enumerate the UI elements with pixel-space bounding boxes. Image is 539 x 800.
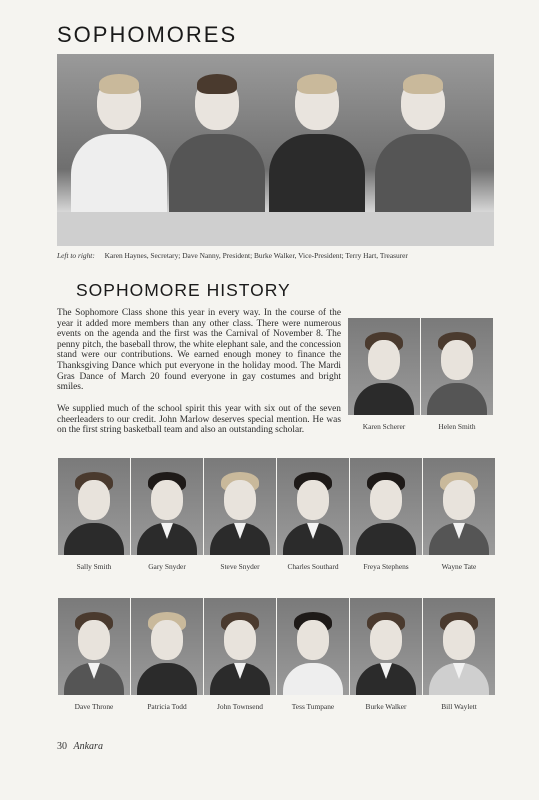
portrait-name: Sally Smith [76, 562, 112, 571]
officer-figure [269, 78, 365, 218]
officer-figure [375, 78, 471, 218]
table-surface [57, 212, 494, 246]
portrait-name: Wayne Tate [441, 562, 477, 571]
student-portrait [204, 598, 276, 711]
student-portrait [131, 598, 203, 711]
student-portrait [277, 458, 349, 571]
page-footer [57, 741, 103, 752]
student-portrait [131, 458, 203, 571]
portrait-name: Patricia Todd [147, 702, 187, 711]
officers-group-photo [57, 54, 494, 246]
student-portrait [350, 458, 422, 571]
student-portrait [58, 458, 130, 571]
history-paragraph: We supplied much of the school spirit this year with six out of the seven cheerleaders to our credit. John Marlow deserves special mention. He was on the first string basketball team and also an outstanding scholar. [57, 404, 341, 436]
student-portrait [277, 598, 349, 711]
officer-figure [71, 78, 167, 218]
student-portrait [423, 598, 495, 711]
student-portrait [423, 458, 495, 571]
group-photo-caption [57, 251, 527, 260]
portrait-name: Bill Waylett [441, 702, 477, 711]
portrait-name: Dave Throne [74, 702, 114, 711]
student-portrait [204, 458, 276, 571]
portrait-name: Steve Snyder [220, 562, 260, 571]
caption-names: Karen Haynes, Secretary; Dave Nanny, President; Burke Walker, Vice-President; Terry Hart, Treasurer [104, 251, 408, 260]
page-title: SOPHOMORES [57, 22, 238, 47]
portrait-name: Karen Scherer [362, 422, 406, 431]
student-portrait [350, 598, 422, 711]
portrait-name: Helen Smith [438, 422, 476, 431]
portrait-name: Charles Southard [287, 562, 339, 571]
portrait-name: Freya Stephens [363, 562, 409, 571]
student-portrait [348, 318, 420, 431]
caption-lead: Left to right: [57, 251, 95, 260]
publication-name: Ankara [73, 741, 103, 752]
student-portrait [421, 318, 493, 431]
history-title: SOPHOMORE HISTORY [76, 280, 291, 300]
portrait-name: John Townsend [217, 702, 263, 711]
officer-figure [169, 78, 265, 218]
history-paragraph: The Sophomore Class shone this year in every way. In the course of the year it added more members than any other class. There were numerous events on the agenda and the first was the Carnival of November 8. The penny pitch, the baseball throw, the white elephant sale, and the concession stand were our contributions. We earned enough money to finance the Thanksgiving Dance which put everyone in the holiday mood. The Mardi Gras Dance of March 20 found everyone in gay costumes and bright smiles. [57, 308, 341, 393]
page-number: 30 [57, 741, 67, 752]
portrait-name: Gary Snyder [148, 562, 186, 571]
portrait-name: Burke Walker [365, 702, 407, 711]
portrait-name: Tess Tumpane [291, 702, 335, 711]
student-portrait [58, 598, 130, 711]
